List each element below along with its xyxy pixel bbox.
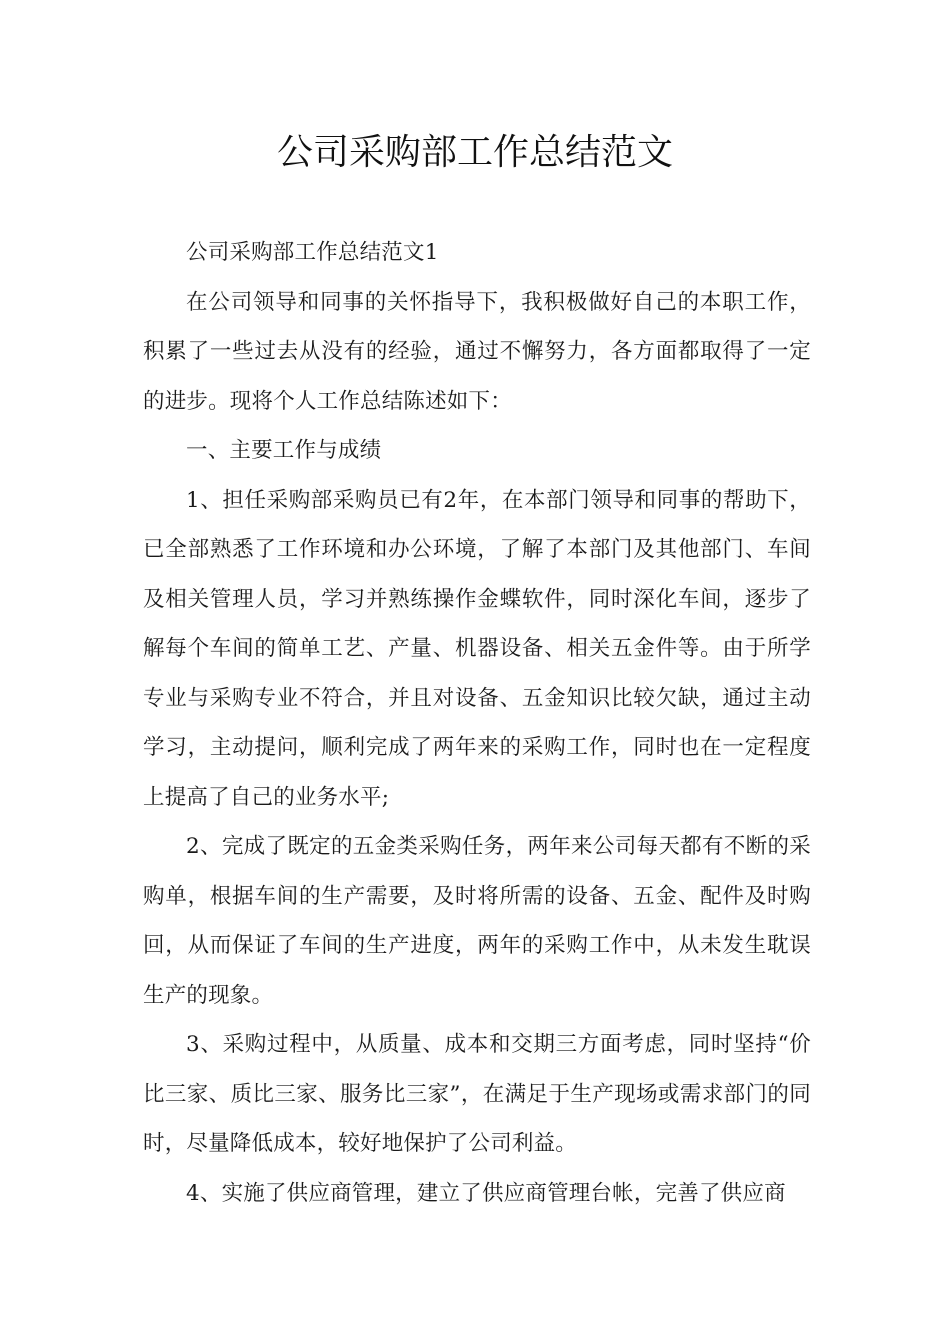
item-1-paragraph: 1、担任采购部采购员已有2年，在本部门领导和同事的帮助下，已全部熟悉了工作环境和办公环境，了解了本部门及其他部门、车间及相关管理人员，学习并熟练操作金蝶软件，同时深化车间，逐步了解每个车间的简单工艺、产量、机器设备、相关五金件等。由于所学专业与采购专业不符合，并且对设备、五金知识比较欠缺，通过主动学习，主动提问，顺利完成了两年来的采购工作，同时也在一定程度上提高了自己的业务水平; [143, 487, 811, 810]
intro-paragraph: 在公司领导和同事的关怀指导下，我积极做好自己的本职工作，积累了一些过去从没有的经验，通过不懈努力，各方面都取得了一定的进步。现将个人工作总结陈述如下： [143, 289, 811, 414]
section-heading: 一、主要工作与成绩 [186, 438, 382, 463]
document-title: 公司采购部工作总结范文 [276, 132, 673, 173]
item-2-paragraph: 2、完成了既定的五金类采购任务，两年来公司每天都有不断的采购单，根据车间的生产需要，及时将所需的设备、五金、配件及时购回，从而保证了车间的生产进度，两年的采购工作中，从未发生耽误生产的现象。 [143, 834, 811, 1008]
item-4-paragraph: 4、实施了供应商管理，建立了供应商管理台帐，完善了供应商 [186, 1180, 786, 1206]
document-body [143, 228, 811, 1218]
subtitle-paragraph: 公司采购部工作总结范文1 [186, 240, 439, 265]
item-3-paragraph: 3、采购过程中，从质量、成本和交期三方面考虑，同时坚持“价比三家、质比三家、服务比三家”，在满足于生产现场或需求部门的同时，尽量降低成本，较好地保护了公司利益。 [143, 1032, 811, 1156]
